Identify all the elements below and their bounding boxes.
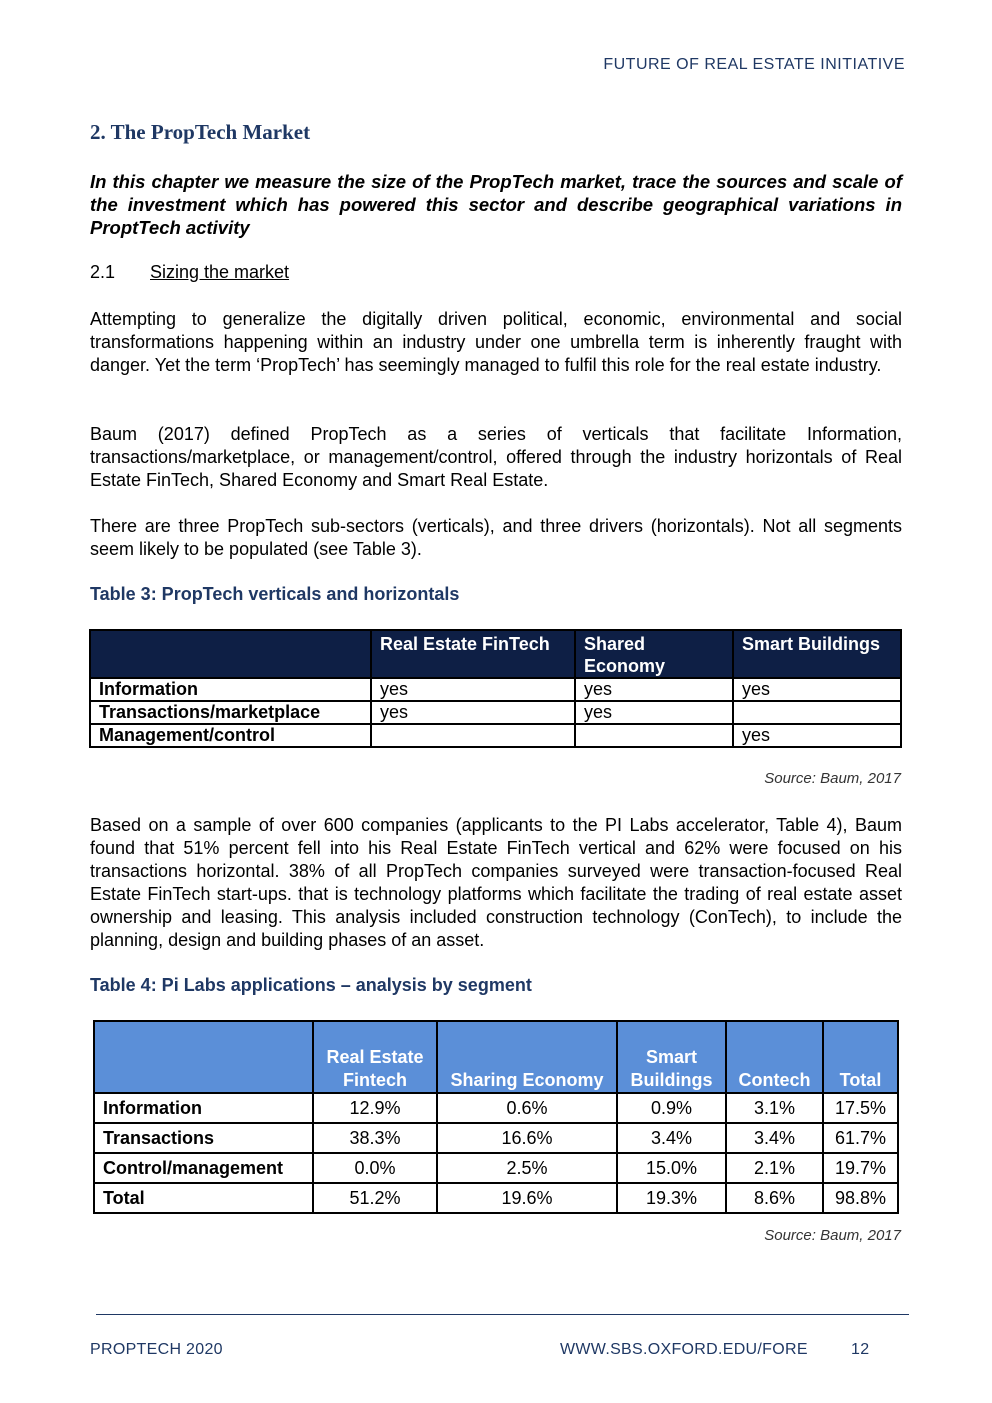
table4-caption: Table 4: Pi Labs applications – analysis by segment [90, 975, 532, 995]
table-cell: 2.5% [437, 1153, 617, 1183]
table-cell: 8.6% [726, 1183, 823, 1213]
table-cell: 19.6% [437, 1183, 617, 1213]
table-cell: 0.6% [437, 1093, 617, 1123]
table4-header-cell: Smart Buildings [617, 1021, 726, 1093]
table-row [94, 1183, 898, 1213]
section-title: Sizing the market [150, 262, 290, 282]
table-cell: 19.3% [617, 1183, 726, 1213]
table-cell: 17.5% [823, 1093, 898, 1123]
row-header-cell: Transactions/marketplace [90, 701, 371, 724]
table3-header-cell [90, 630, 371, 678]
section-heading [90, 262, 289, 283]
row-header-cell: Control/management [94, 1153, 313, 1183]
running-header: FUTURE OF REAL ESTATE INITIATIVE [603, 56, 905, 73]
table-row [90, 701, 901, 724]
footer-divider [96, 1314, 909, 1315]
table-cell: yes [733, 678, 901, 701]
table-cell [371, 724, 575, 747]
table-row [94, 1153, 898, 1183]
table4-source: Source: Baum, 2017 [764, 1227, 901, 1244]
table-cell: 98.8% [823, 1183, 898, 1213]
table4-header-cell: Total [823, 1021, 898, 1093]
table3-header-cell: Shared Economy [575, 630, 733, 678]
chapter-intro: In this chapter we measure the size of the PropTech market, trace the sources and scale of the investment which has powered this sector and describe geographical variations in ProptTech activity [90, 171, 902, 238]
table-cell: yes [371, 701, 575, 724]
table3-header-cell: Smart Buildings [733, 630, 901, 678]
table-cell: 15.0% [617, 1153, 726, 1183]
table-cell: 38.3% [313, 1123, 437, 1153]
table3 [89, 629, 902, 748]
row-header-cell: Information [94, 1093, 313, 1123]
table-cell: yes [733, 724, 901, 747]
table-row [94, 1123, 898, 1153]
table4-header-cell: Contech [726, 1021, 823, 1093]
table-cell: 12.9% [313, 1093, 437, 1123]
table-row [90, 724, 901, 747]
table3-header-row [90, 630, 901, 678]
table3-caption: Table 3: PropTech verticals and horizontals [90, 584, 460, 604]
table3-header-cell: Real Estate FinTech [371, 630, 575, 678]
row-header-cell: Management/control [90, 724, 371, 747]
table-cell: yes [371, 678, 575, 701]
paragraph-4: Based on a sample of over 600 companies (applicants to the PI Labs accelerator, Table 4), Baum found that 51% percent fell into his Real Estate FinTech vertical and 62% were focused on his transactions horizontal. 38% of all PropTech companies surveyed were transaction-focused Real Estate FinTech start-ups. that is technology platforms which facilitate the trading of real estate asset ownership and leasing. This analysis included construction technology (ConTech), to include the planning, design and building phases of an asset. [90, 815, 902, 950]
table4-header-cell [94, 1021, 313, 1093]
table3-source: Source: Baum, 2017 [764, 770, 901, 787]
table-cell: 3.1% [726, 1093, 823, 1123]
table4-header-cell: Real Estate Fintech [313, 1021, 437, 1093]
table-cell: 0.0% [313, 1153, 437, 1183]
table4-header-cell: Sharing Economy [437, 1021, 617, 1093]
table-row [94, 1093, 898, 1123]
paragraph-3: There are three PropTech sub-sectors (verticals), and three drivers (horizontals). Not all segments seem likely to be populated (see Table 3). [90, 516, 902, 559]
table-cell: 3.4% [726, 1123, 823, 1153]
footer-publication: PROPTECH 2020 [90, 1341, 223, 1358]
table-cell: 0.9% [617, 1093, 726, 1123]
footer-url[interactable]: WWW.SBS.OXFORD.EDU/FORE [560, 1341, 808, 1358]
table-cell: 16.6% [437, 1123, 617, 1153]
table-cell [733, 701, 901, 724]
table-row [90, 678, 901, 701]
table-cell: 19.7% [823, 1153, 898, 1183]
table-cell: 3.4% [617, 1123, 726, 1153]
table-cell: 51.2% [313, 1183, 437, 1213]
table4-header-row [94, 1021, 898, 1093]
paragraph-1: Attempting to generalize the digitally driven political, economic, environmental and social transformations happening within an industry under one umbrella term is inherently fraught with danger. Yet the term ‘PropTech’ has seemingly managed to fulfil this role for the real estate industry. [90, 309, 902, 375]
chapter-title: 2. The PropTech Market [90, 120, 311, 144]
table-cell [575, 724, 733, 747]
paragraph-2: Baum (2017) defined PropTech as a series of verticals that facilitate Information, transactions/marketplace, or management/control, offered through the industry horizontals of Real Estate FinTech, Shared Economy and Smart Real Estate. [90, 424, 902, 490]
page-number: 12 [851, 1341, 870, 1358]
row-header-cell: Information [90, 678, 371, 701]
table4 [93, 1020, 899, 1214]
section-number: 2.1 [90, 262, 116, 282]
row-header-cell: Total [94, 1183, 313, 1213]
table-cell: yes [575, 678, 733, 701]
table-cell: 61.7% [823, 1123, 898, 1153]
table-cell: 2.1% [726, 1153, 823, 1183]
table-cell: yes [575, 701, 733, 724]
row-header-cell: Transactions [94, 1123, 313, 1153]
